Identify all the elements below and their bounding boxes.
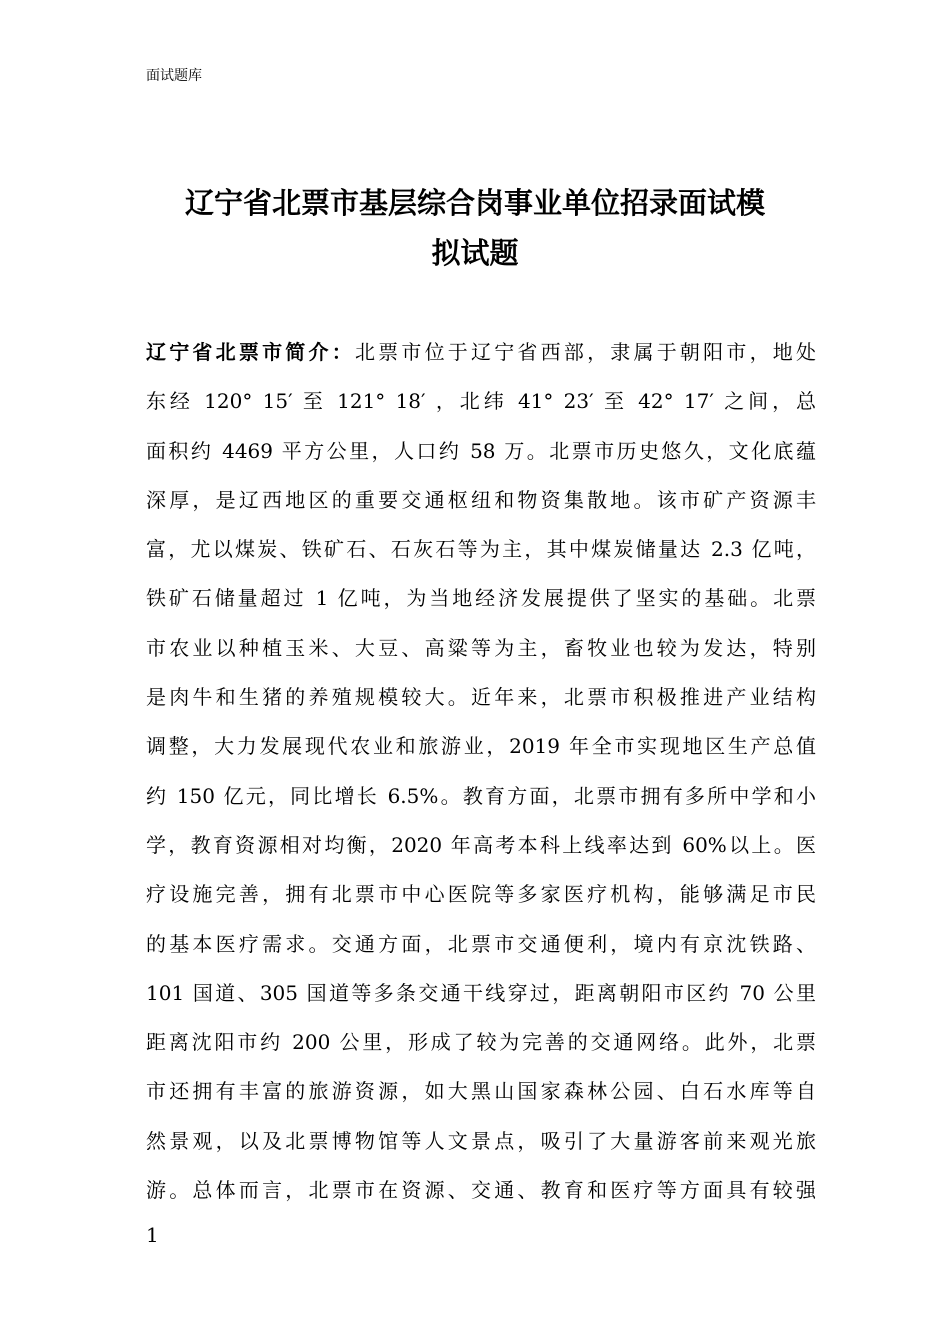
intro-line: 101 国道、305 国道等多条交通干线穿过，距离朝阳市区约 70 公里 [146,980,816,1005]
intro-line: 富，尤以煤炭、铁矿石、石灰石等为主，其中煤炭储量达 2.3 亿吨， [146,537,816,562]
intro-line: 市农业以种植玉米、大豆、高粱等为主，畜牧业也较为发达，特别 [146,635,816,660]
intro-line: 调整，大力发展现代农业和旅游业，2019 年全市实现地区生产总值 [146,734,816,759]
intro-line: 市还拥有丰富的旅游资源，如大黑山国家森林公园、白石水库等自 [146,1079,816,1104]
intro-lead-label: 辽宁省北票市简介： [146,340,355,364]
intro-paragraph [146,328,816,1215]
intro-line-1 [146,328,816,377]
intro-line: 深厚，是辽西地区的重要交通枢纽和物资集散地。该市矿产资源丰 [146,487,816,512]
intro-line: 是肉牛和生猪的养殖规模较大。近年来，北票市积极推进产业结构 [146,685,816,710]
page-number: 1 [146,1223,159,1247]
intro-line: 东经 120° 15′ 至 121° 18′ ，北纬 41° 23′ 至 42° 17′ 之间，总 [146,389,816,414]
intro-line: 游。总体而言，北票市在资源、交通、教育和医疗等方面具有较强 [146,1178,816,1203]
document-title-line-1: 辽宁省北票市基层综合岗事业单位招录面试模 [184,186,765,220]
intro-line-text: 北票市位于辽宁省西部，隶属于朝阳市，地处 [354,340,817,364]
intro-line: 然景观，以及北票博物馆等人文景点，吸引了大量游客前来观光旅 [146,1128,816,1153]
document-title [120,178,830,278]
intro-line: 面积约 4469 平方公里，人口约 58 万。北票市历史悠久，文化底蕴 [146,438,816,463]
document-title-line-2: 拟试题 [431,236,519,270]
intro-line: 的基本医疗需求。交通方面，北票市交通便利，境内有京沈铁路、 [146,931,816,956]
intro-line: 约 150 亿元，同比增长 6.5%。教育方面，北票市拥有多所中学和小 [146,783,816,808]
intro-line: 距离沈阳市约 200 公里，形成了较为完善的交通网络。此外，北票 [146,1030,816,1055]
intro-line: 铁矿石储量超过 1 亿吨，为当地经济发展提供了坚实的基础。北票 [146,586,816,611]
intro-line: 疗设施完善，拥有北票市中心医院等多家医疗机构，能够满足市民 [146,882,816,907]
intro-line: 学，教育资源相对均衡，2020 年高考本科上线率达到 60%以上。医 [146,832,816,857]
page-header: 面试题库 [146,68,202,84]
